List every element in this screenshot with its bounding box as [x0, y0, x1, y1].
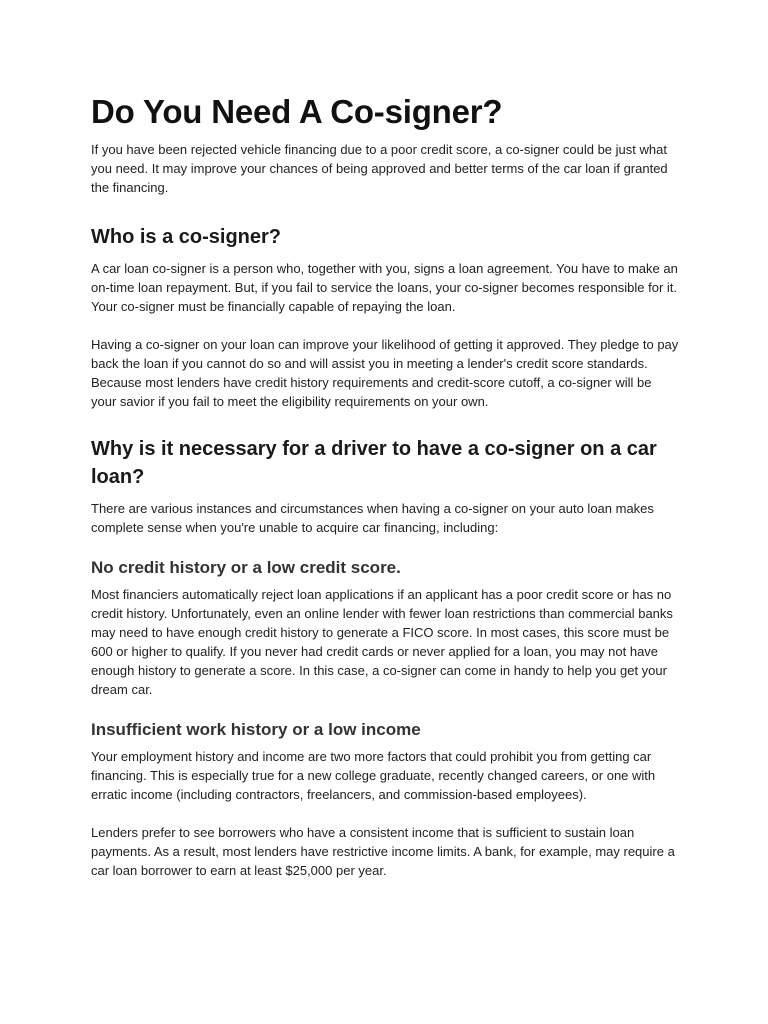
- section-heading-why: Why is it necessary for a driver to have a co-signer on a car loan?: [91, 438, 657, 488]
- who-paragraph-1: A car loan co-signer is a person who, together with you, signs a loan agreement. You have to make an on-time loan repayment. But, if you fail to service the loans, your co-signer becomes responsible for it. Your co-signer must be financially capable of repaying the loan.: [91, 261, 678, 314]
- why-paragraph: There are various instances and circumstances when having a co-signer on your auto loan makes complete sense when you're unable to acquire car financing, including:: [91, 501, 654, 535]
- subheading-credit: No credit history or a low credit score.: [91, 558, 401, 577]
- credit-paragraph: Most financiers automatically reject loan applications if an applicant has a poor credit score or has no credit history. Unfortunately, even an online lender with fewer loan restrictions than commercial banks may need to have enough credit history to generate a FICO score. In most cases, this score must be 600 or higher to qualify. If you never had credit cards or never applied for a loan, you may not have enough history to generate a score. In this case, a co-signer can come in handy to help you get your dream car.: [91, 587, 673, 697]
- who-paragraph-2: Having a co-signer on your loan can improve your likelihood of getting it approved. They pledge to pay back the loan if you cannot do so and will assist you in meeting a lender's credit score standards. Because most lenders have credit history requirements and credit-score cutoff, a co-signer will be your savior if you fail to meet the eligibility requirements on your own.: [91, 337, 679, 409]
- page-title: Do You Need A Co-signer?: [91, 93, 503, 130]
- subheading-income: Insufficient work history or a low income: [91, 720, 421, 739]
- income-paragraph-1: Your employment history and income are two more factors that could prohibit you from getting car financing. This is especially true for a new college graduate, recently changed careers, or one with erratic income (including contractors, freelancers, and commission-based employees).: [91, 749, 656, 802]
- income-paragraph-2: Lenders prefer to see borrowers who have a consistent income that is sufficient to sustain loan payments. As a result, most lenders have restrictive income limits. A bank, for example, may require a car loan borrower to earn at least $25,000 per year.: [91, 825, 675, 878]
- section-heading-who: Who is a co-signer?: [91, 226, 282, 248]
- intro-paragraph: If you have been rejected vehicle financing due to a poor credit score, a co-signer could be just what you need. It may improve your chances of being approved and better terms of the car loan if granted the financing.: [91, 142, 668, 195]
- document-page: [91, 92, 679, 880]
